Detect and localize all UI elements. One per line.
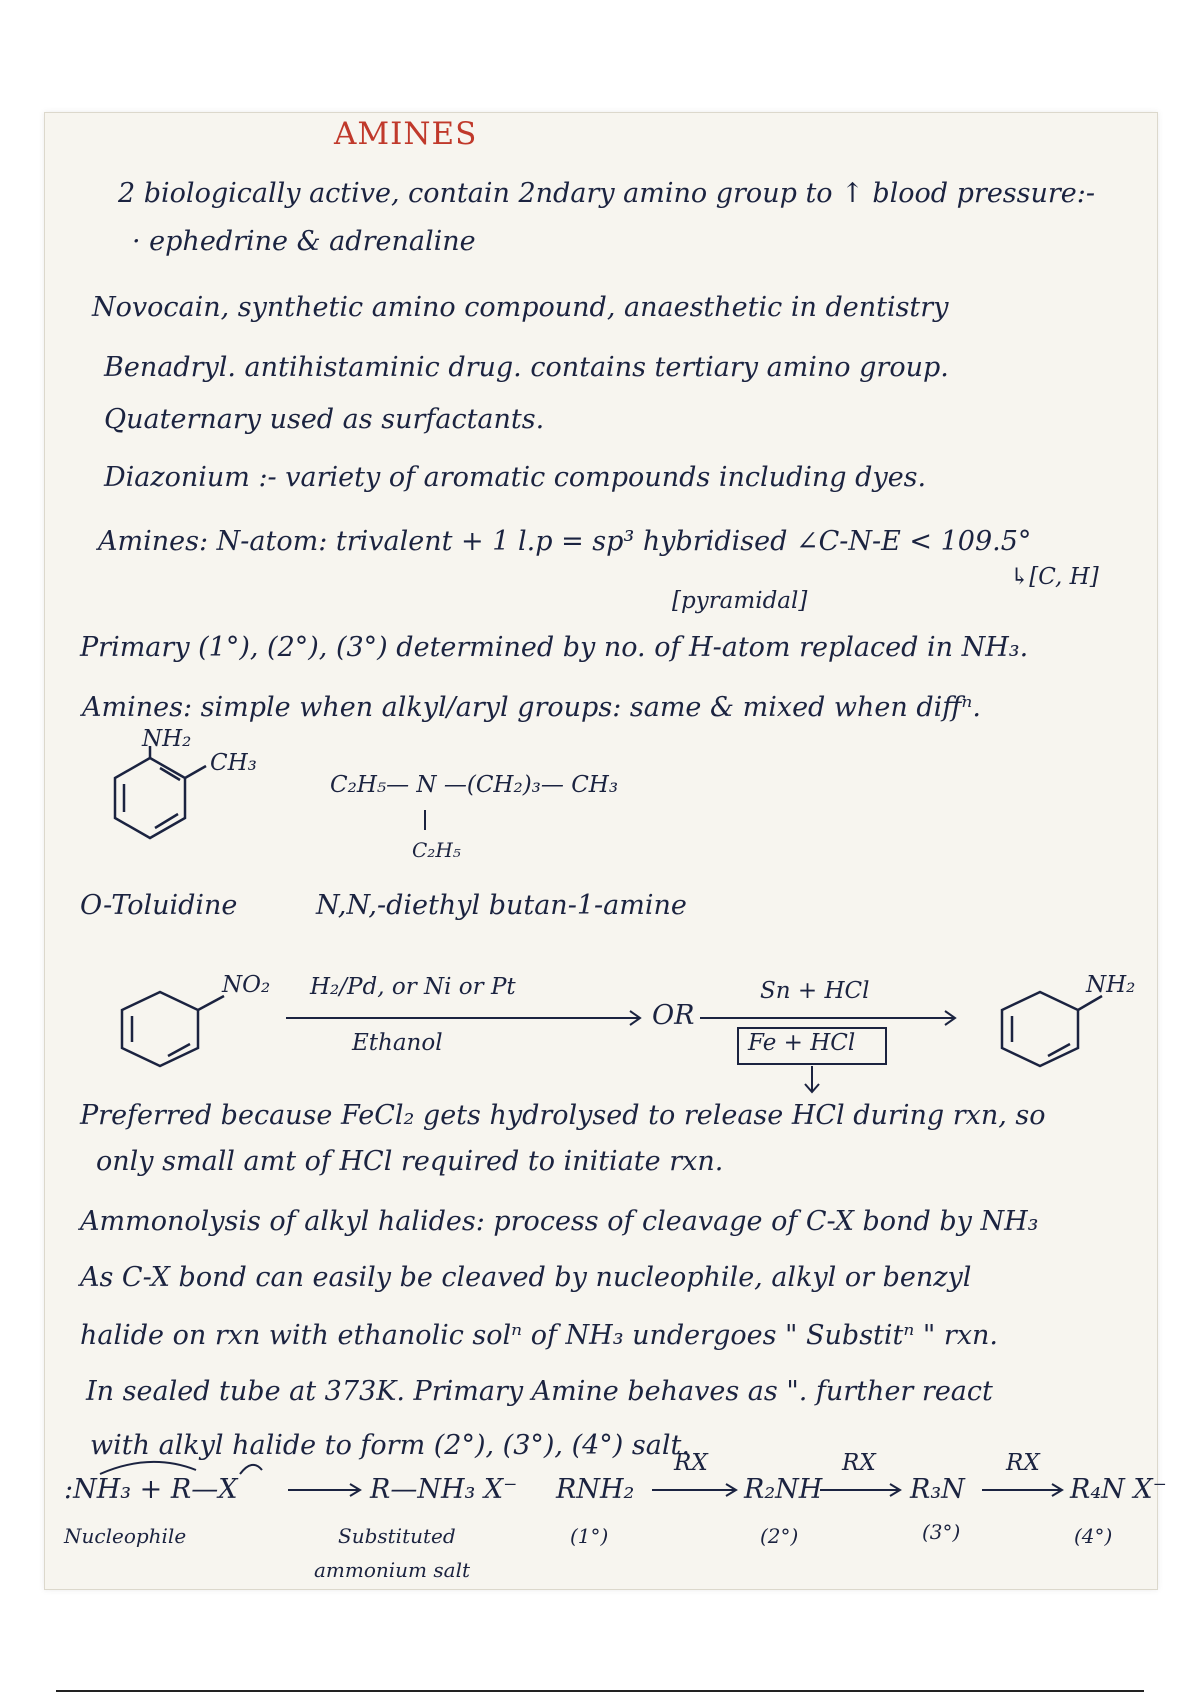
degree-3-label: (3°) xyxy=(922,1520,961,1544)
toluidine-benzene-ring xyxy=(115,746,206,838)
amine-name: N,N,-diethyl butan-1-amine xyxy=(316,890,687,921)
line-c-h-note: ↳[C, H] xyxy=(1010,564,1099,590)
note-sealed-tube: In sealed tube at 373K. Primary Amine behaves as ". further react xyxy=(86,1376,993,1407)
substituted-label: Substituted xyxy=(338,1524,456,1548)
line-diazonium: Diazonium :- variety of aromatic compounds including dyes. xyxy=(104,462,927,493)
reagent-h2-catalyst: H₂/Pd, or Ni or Pt xyxy=(310,974,516,1000)
r2nh-label: R₂NH xyxy=(744,1474,823,1505)
bottom-rule xyxy=(56,1690,1144,1692)
nitro-group-label: NO₂ xyxy=(222,972,271,998)
toluidine-ch3-label: CH₃ xyxy=(210,750,257,776)
amine-branch-ethyl: C₂H₅ xyxy=(412,838,461,862)
note-cx-bond: As C-X bond can easily be cleaved by nucleophile, alkyl or benzyl xyxy=(80,1262,972,1293)
note-small-amount: only small amt of HCl required to initiate rxn. xyxy=(96,1146,724,1177)
reagent-ethanol: Ethanol xyxy=(352,1030,443,1056)
page-title: AMINES xyxy=(334,116,478,152)
line-ephedrine: · ephedrine & adrenaline xyxy=(132,226,476,257)
degree-2-label: (2°) xyxy=(760,1524,799,1548)
line-amines-hybridisation: Amines: N-atom: trivalent + 1 l.p = sp³ hybridised ∠C-N-E < 109.5° xyxy=(98,526,1032,557)
note-ammonolysis: Ammonolysis of alkyl halides: process of cleavage of C-X bond by NH₃ xyxy=(80,1206,1039,1237)
line-quaternary: Quaternary used as surfactants. xyxy=(104,404,545,435)
reaction2-reactants: :NH₃ + R—X xyxy=(64,1474,238,1505)
line-primary-secondary-tertiary: Primary (1°), (2°), (3°) determined by no. of H-atom replaced in NH₃. xyxy=(80,632,1029,663)
amine-chain-formula: C₂H₅— N —(CH₂)₃— CH₃ xyxy=(330,772,619,798)
degree-4-label: (4°) xyxy=(1074,1524,1113,1548)
ammonium-salt-label: ammonium salt xyxy=(314,1558,470,1582)
toluidine-name: O-Toluidine xyxy=(80,890,238,921)
reagent-fe-hcl: Fe + HCl xyxy=(748,1030,856,1056)
aniline-nh2-label: NH₂ xyxy=(1086,972,1136,998)
reagent-sn-hcl: Sn + HCl xyxy=(760,978,870,1004)
line-benadryl: Benadryl. antihistaminic drug. contains tertiary amino group. xyxy=(104,352,949,383)
nucleophile-label: Nucleophile xyxy=(64,1524,187,1548)
line-pyramidal: [pyramidal] xyxy=(672,588,808,614)
line-novocain: Novocain, synthetic amino compound, anaesthetic in dentistry xyxy=(92,292,949,323)
line-biologically-active: 2 biologically active, contain 2ndary amino group to ↑ blood pressure:- xyxy=(118,178,1096,209)
note-alkyl-halide-salt: with alkyl halide to form (2°), (3°), (4°) salt. xyxy=(90,1430,690,1461)
degree-1-label: (1°) xyxy=(570,1524,609,1548)
line-simple-mixed: Amines: simple when alkyl/aryl groups: same & mixed when diffⁿ. xyxy=(82,692,981,723)
nitrobenzene-ring xyxy=(122,992,224,1066)
r3n-label: R₃N xyxy=(910,1474,965,1505)
aniline-ring xyxy=(1002,992,1102,1066)
note-preferred: Preferred because FeCl₂ gets hydrolysed to release HCl during rxn, so xyxy=(80,1100,1046,1131)
rx-label-1: RX xyxy=(674,1450,708,1476)
rx-label-2: RX xyxy=(842,1450,876,1476)
r4nx-label: R₄N X⁻ xyxy=(1070,1474,1167,1505)
rx-label-3: RX xyxy=(1006,1450,1040,1476)
or-label: OR xyxy=(652,1000,695,1031)
reaction2-product: R—NH₃ X⁻ xyxy=(370,1474,518,1505)
toluidine-nh2-label: NH₂ xyxy=(142,726,192,752)
note-halide-reaction: halide on rxn with ethanolic solⁿ of NH₃ undergoes " Substitⁿ " rxn. xyxy=(80,1320,999,1351)
rnh2-label: RNH₂ xyxy=(556,1474,635,1505)
